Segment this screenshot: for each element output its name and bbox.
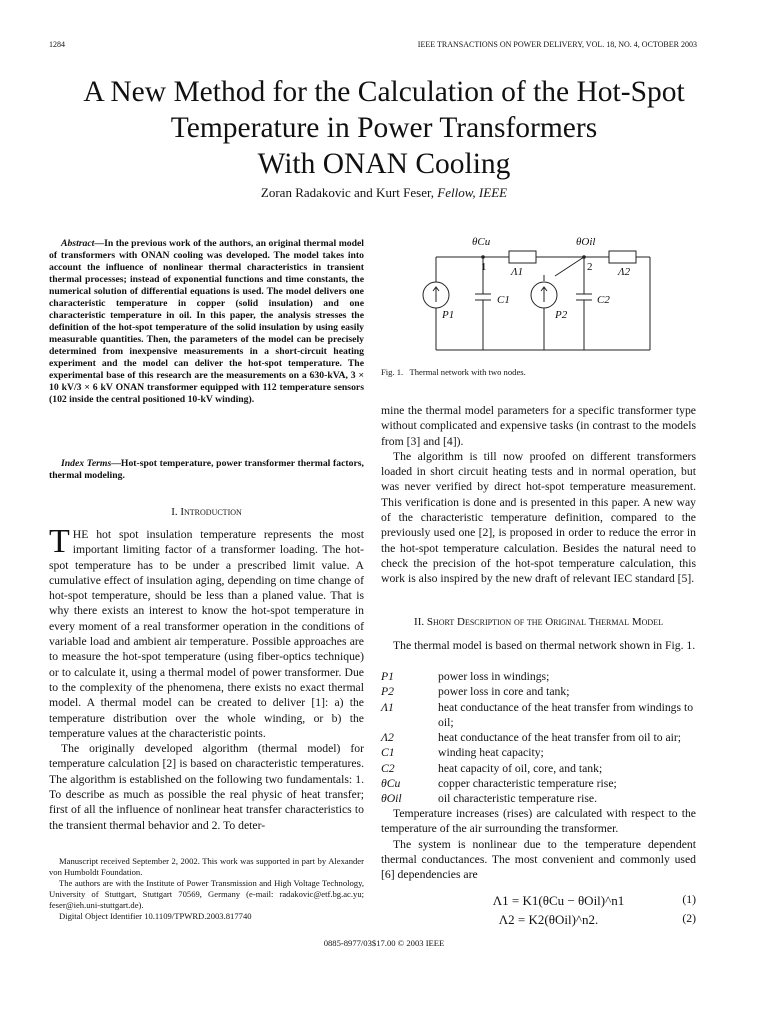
symbol-definition: winding heat capacity; — [438, 746, 544, 760]
label-p1: P1 — [442, 309, 455, 321]
equation-2-body: Λ2 = K2(θOil)^n2. — [498, 912, 599, 927]
figure-caption — [381, 367, 526, 377]
label-lambda1: Λ1 — [511, 266, 524, 278]
symbol-definition: heat conductance of the heat transfer from oil to air; — [438, 731, 682, 745]
author-affiliation: Fellow, IEEE — [437, 185, 508, 200]
equation-1-body: Λ1 = K1(θCu − θOil)^n1 — [492, 893, 625, 908]
label-node-2: 2 — [587, 261, 593, 273]
symbol-definition: oil characteristic temperature rise. — [438, 792, 597, 806]
symbol-row — [381, 791, 696, 806]
abstract-label: Abstract — [61, 238, 95, 249]
symbol-row — [381, 730, 696, 745]
symbol-definition: heat capacity of oil, core, and tank; — [438, 761, 603, 775]
section-2-paragraph-1: The thermal model is based on thermal network shown in Fig. 1. — [393, 639, 696, 652]
node-2-dot — [582, 255, 586, 259]
equation-1 — [381, 893, 696, 909]
section-2-paragraph-2: Temperature increases (rises) are calculated with respect to the temperature of the air surrounding the transformer. — [381, 807, 696, 836]
label-c1: C1 — [497, 294, 510, 306]
label-c2: C2 — [597, 294, 610, 306]
symbol-definition: copper characteristic temperature rise; — [438, 777, 617, 791]
symbol: Λ2 — [381, 731, 394, 745]
label-theta-cu: θCu — [472, 236, 491, 248]
right-col-paragraph-2: The algorithm is till now proofed on different transformers loaded in short circuit heating tests and in normal operation, but was never verified by direct hot-spot temperature measurement. This verification is done and is presented in this paper. A new way of the characteristic temperature definition, compared to the previously used one [2], is proposed in order to reduce the error in the hot-spot temperature calculation. Besides the natural need to check the precision of the hot-spot temperature calculation, this work is also inspired by the new draft of relevant IEC standard [5]. — [381, 449, 696, 586]
abstract-text: —In the previous work of the authors, an original thermal model of transformers with ONAN cooling was developed. The model takes into account the influence of nonlinear thermal characteristics in transient thermal processes; instead of exponential functions and time constants, the numerical solution of differential equations is used. The model delivers one characteristic temperature in copper (solid insulation) and one characteristic temperature in oil. In this paper, the analysis stresses the definition of the hot-spot temperature of the solid insulation by using easily measurable quantities. Then, the parameters of the model can be precisely determined from inexpensive measurements in a short-circuit heating experiment and the model can deliver the hot-spot temperature. The experimental base of this research are the measurements on a 630-kVA, 3 × 10 kV/3 × 6 kV ONAN transformer equipped with 112 temperature sensors (102 inside the central positioned 10-kV winding). — [49, 238, 364, 405]
section-1-heading: I. Introduction — [171, 506, 242, 518]
title-line-1: A New Method for the Calculation of the Hot-Spot — [83, 76, 685, 108]
paper-title — [0, 74, 768, 182]
title-line-2: Temperature in Power Transformers — [170, 112, 598, 144]
label-p2: P2 — [555, 309, 568, 321]
intro-paragraph-1-text: HE hot spot insulation temperature represents the most important limiting factor of a transformer loading. The hot-spot temperature has to be under a prescribed limit value. A cumulative effect of insulation aging, depending on time change of hot-spot temperature, should be less than a planed value. That is why there exists an interest to know the hot-spot temperature in every moment of a real transformer operation in the conditions of variable load and ambient air temperature. Possible approaches are to measure the hot-spot temperature (using fiber-optics technique) or to calculate it, using a thermal model of power transformer. Due to the complexity of the phenomena, there exists no exact thermal model. A thermal model can be created to deliver [1]: a) the temperature distribution over the whole winding, or b) the temperature values at the characteristic points. — [49, 528, 364, 740]
title-line-3: With ONAN Cooling — [257, 148, 511, 180]
label-node-1: 1 — [481, 261, 487, 273]
drop-cap: T — [49, 523, 70, 560]
symbol-row — [381, 669, 696, 684]
page-number: 1284 — [49, 40, 65, 49]
thermal-network-figure — [381, 232, 696, 362]
symbol: θCu — [381, 777, 401, 791]
footnote-doi: Digital Object Identifier 10.1109/TPWRD.2003.817740 — [59, 911, 252, 921]
right-col-continuation: mine the thermal model parameters for a specific transformer type without complicated and expensive tasks (in contrast to the models from [3] and [4]). — [381, 404, 696, 448]
symbol: θOil — [381, 792, 402, 806]
symbol-definition: power loss in windings; — [438, 670, 550, 683]
label-theta-oil: θOil — [576, 236, 596, 248]
symbol-row — [381, 700, 696, 731]
symbol-row — [381, 684, 696, 699]
section-1-body — [49, 523, 364, 833]
symbol-row — [381, 776, 696, 791]
symbol: C1 — [381, 746, 395, 760]
author-names: Zoran Radakovic and Kurt Feser, — [260, 185, 435, 200]
abstract — [49, 238, 364, 406]
figure-caption-label: Fig. 1. — [381, 367, 404, 377]
resistor-lambda1 — [509, 251, 536, 263]
authors — [0, 185, 768, 201]
equation-1-number: (1) — [682, 893, 696, 906]
index-terms-label: Index Terms — [61, 458, 112, 469]
footnote-affiliation: The authors are with the Institute of Power Transmission and High Voltage Technology, University of Stuttgart, Stuttgart 70569, Germany (e-mail: radakovic@etf.bg.ac.yu; feser@ieh.uni-stuttgart.de). — [49, 878, 364, 910]
figure-caption-text: Thermal network with two nodes. — [409, 367, 526, 377]
intro-paragraph-2: The originally developed algorithm (thermal model) for temperature calculation [2] is based on characteristic temperatures. The algorithm is established on the following two fundamentals: 1. To describe as much as possible the real physic of heat transfer; first of all the influence of nonlinear heat transfer characteristics to the transient thermal behavior and 2. To deter- — [49, 742, 364, 832]
resistor-lambda2 — [609, 251, 636, 263]
index-terms-text: —Hot-spot temperature, power transformer thermal factors, thermal modeling. — [49, 458, 364, 481]
symbol: C2 — [381, 761, 395, 775]
journal-header: IEEE TRANSACTIONS ON POWER DELIVERY, VOL. 18, NO. 4, OCTOBER 2003 — [417, 40, 697, 49]
footnotes — [49, 856, 364, 922]
section-2-intro — [381, 638, 696, 653]
node-1-dot — [481, 255, 485, 259]
footnote-received: Manuscript received September 2, 2002. This work was supported in part by Alexander von Humboldt Foundation. — [49, 856, 364, 877]
symbol: P1 — [381, 670, 394, 683]
copyright-footer: 0885-8977/03$17.00 © 2003 IEEE — [323, 938, 445, 948]
index-terms — [49, 458, 364, 482]
symbol-definition: heat conductance of the heat transfer from windings to oil; — [438, 700, 694, 729]
symbol-list — [381, 669, 696, 807]
intro-paragraph-1 — [49, 523, 364, 741]
symbol-row — [381, 761, 696, 776]
section-2-paragraph-3: The system is nonlinear due to the temperature dependent thermal conductances. The most convenient and commonly used [6] dependencies are — [381, 837, 696, 882]
section-2-heading: II. Short Description of the Original Thermal Model — [414, 616, 663, 628]
equation-2-number: (2) — [682, 912, 696, 925]
symbol: Λ1 — [381, 700, 394, 714]
symbol-definition: power loss in core and tank; — [438, 685, 570, 699]
section-2-body — [381, 806, 696, 882]
label-lambda2: Λ2 — [618, 266, 631, 278]
symbol-row — [381, 745, 696, 760]
equation-2 — [381, 912, 696, 928]
symbol: P2 — [381, 685, 394, 699]
right-column-body — [381, 403, 696, 587]
